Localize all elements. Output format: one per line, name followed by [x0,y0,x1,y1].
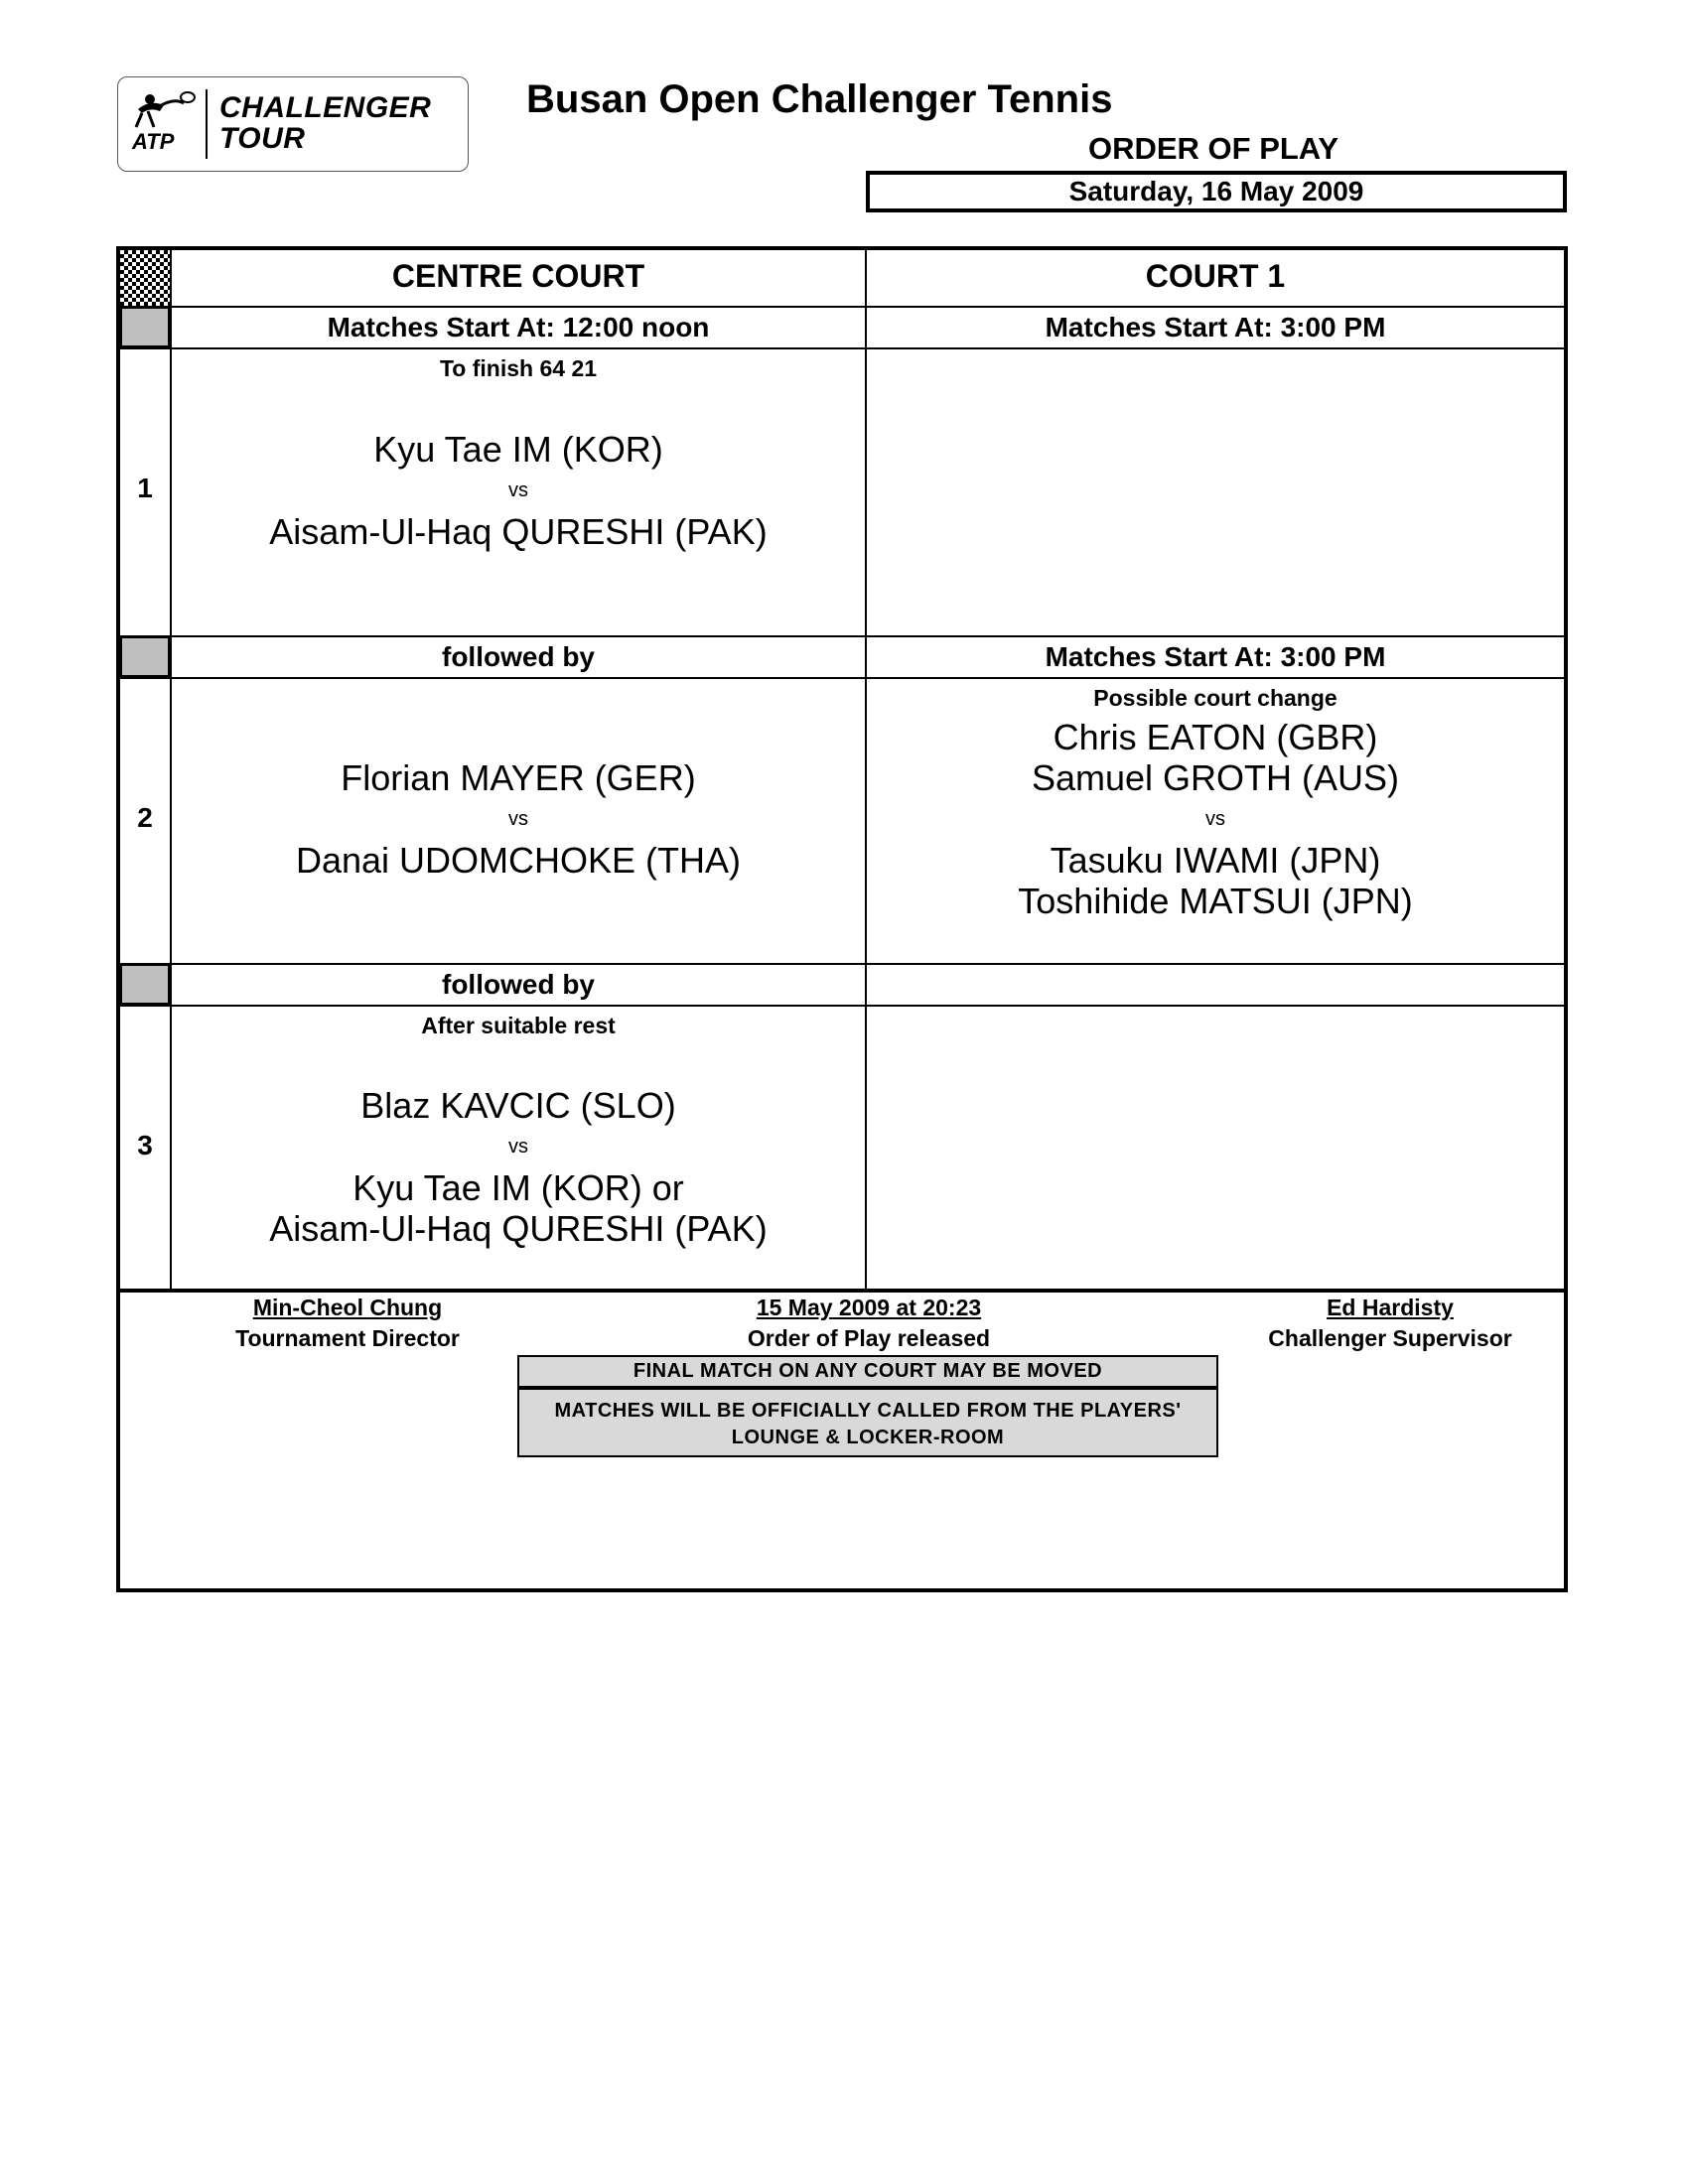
start-time-centre: Matches Start At: 12:00 noon [327,312,710,342]
vs-label: vs [1205,808,1225,830]
court-header-court1: COURT 1 [1145,258,1286,294]
vs-label: vs [508,479,528,501]
tournament-director-name: Min-Cheol Chung [252,1295,443,1320]
release-label: Order of Play released [747,1325,991,1351]
player-name: Danai UDOMCHOKE (THA) [295,840,742,881]
logo-line-1: CHALLENGER [219,91,432,124]
atp-wordmark: ATP [132,129,175,154]
logo-divider [206,89,208,159]
row-number-2: 2 [137,802,153,833]
row-divider [120,1005,1564,1007]
challenger-tour-logo [117,76,469,172]
player-name: Aisam-Ul-Haq QURESHI (PAK) [269,511,768,552]
row-number-3: 3 [137,1130,153,1160]
player-name: Florian MAYER (GER) [341,757,696,798]
player-name: Kyu Tae IM (KOR) [373,429,663,470]
tournament-director-role: Tournament Director [235,1325,460,1351]
notice-final-match: FINAL MATCH ON ANY COURT MAY BE MOVED [517,1355,1218,1388]
followed-by-label: followed by [442,969,595,1000]
player-name: Aisam-Ul-Haq QURESHI (PAK) [269,1208,768,1249]
supervisor-name: Ed Hardisty [1327,1295,1454,1320]
notice-matches-called [517,1388,1218,1457]
vs-label: vs [508,1136,528,1158]
row-divider [120,677,1564,679]
match-note: To finish 64 21 [439,355,598,381]
row-divider [120,306,1564,308]
supervisor-role: Challenger Supervisor [1268,1325,1512,1351]
row-divider [120,963,1564,965]
vs-label: vs [508,808,528,830]
player-name: Chris EATON (GBR) [1053,717,1378,757]
tennis-player-icon [128,85,200,129]
checkered-flag-icon [120,250,170,306]
match-note: Possible court change [1093,685,1337,711]
order-of-play-heading: ORDER OF PLAY [1087,131,1339,166]
tournament-title: Busan Open Challenger Tennis [526,77,1113,121]
separator-marker [120,636,170,677]
player-name: Blaz KAVCIC (SLO) [360,1085,676,1126]
player-name: Toshihide MATSUI (JPN) [1018,881,1413,921]
footer-divider [120,1289,1564,1293]
match-note: After suitable rest [421,1013,616,1038]
logo-line-2: TOUR [219,122,306,155]
followed-by-label: followed by [442,641,595,672]
court-header-centre: CENTRE COURT [391,258,645,294]
release-timestamp: 15 May 2009 at 20:23 [756,1295,982,1320]
row-divider [120,347,1564,349]
player-name: Kyu Tae IM (KOR) or [352,1167,684,1208]
row-number-1: 1 [137,473,153,503]
separator-marker [120,964,170,1005]
player-name: Tasuku IWAMI (JPN) [1050,840,1381,881]
separator-marker [120,307,170,347]
play-date: Saturday, 16 May 2009 [866,171,1567,212]
notice-line-1: MATCHES WILL BE OFFICIALLY CALLED FROM THE PLAYERS' [554,1400,1182,1422]
player-name: Samuel GROTH (AUS) [1031,757,1400,798]
row-divider [120,635,1564,637]
notice-line-2: LOUNGE & LOCKER-ROOM [731,1427,1005,1448]
start-time-court1-row2: Matches Start At: 3:00 PM [1045,641,1386,672]
start-time-court1: Matches Start At: 3:00 PM [1045,312,1386,342]
